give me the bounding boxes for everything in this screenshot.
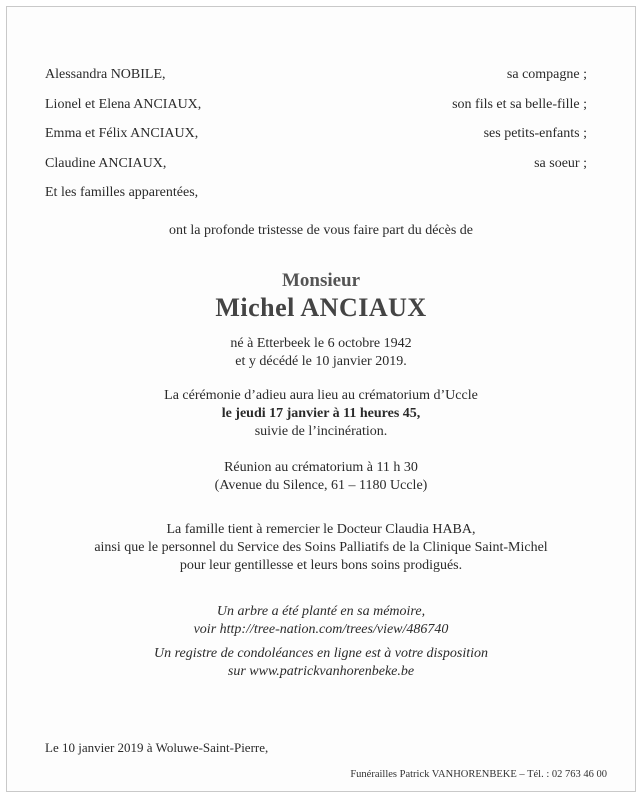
birth-line: né à Etterbeek le 6 octobre 1942 [230, 336, 412, 351]
family-member-relation: sa compagne ; [506, 67, 587, 82]
date-place: Le 10 janvier 2019 à Woluwe-Saint-Pierre, [45, 740, 269, 755]
ceremony-line-1: La cérémonie d’adieu aura lieu au crématorium d’Uccle [164, 388, 478, 403]
family-member-name: Claudine ANCIAUX, [45, 155, 167, 171]
family-member-name: Alessandra NOBILE, [45, 67, 166, 82]
register-line-1: Un registre de condoléances en ligne est à votre disposition [154, 646, 488, 661]
family-row [45, 65, 587, 95]
tree-link: voir http://tree-nation.com/trees/view/486740 [193, 622, 449, 637]
deceased-title: Monsieur [281, 270, 361, 291]
family-row [45, 183, 587, 213]
family-member-name: Lionel et Elena ANCIAUX, [45, 96, 202, 112]
deceased-name: Michel ANCIAUX [215, 293, 427, 322]
meeting-time: Réunion au crématorium à 11 h 30 [224, 460, 418, 475]
family-row [45, 95, 587, 125]
ceremony-line-3: suivie de l’incinération. [254, 424, 388, 439]
meeting-info [7, 459, 635, 495]
meeting-address: (Avenue du Silence, 61 – 1180 Uccle) [214, 478, 428, 493]
ceremony-date: le jeudi 17 janvier à 11 heures 45, [221, 406, 421, 421]
tree-memorial [7, 603, 635, 639]
announcement-intro: ont la profonde tristesse de vous faire part du décès de [168, 223, 473, 238]
obituary-card [6, 6, 636, 792]
family-list [45, 65, 587, 213]
birth-death-info [7, 335, 635, 371]
family-member-name: Et les familles apparentées, [45, 185, 199, 200]
thanks-paragraph [7, 521, 635, 575]
ceremony-info [7, 387, 635, 441]
tree-line-1: Un arbre a été planté en sa mémoire, [216, 604, 426, 619]
thanks-line-3: pour leur gentillesse et leurs bons soins prodigués. [179, 558, 463, 573]
family-member-relation: son fils et sa belle-fille ; [452, 96, 587, 112]
family-member-name: Emma et Félix ANCIAUX, [45, 126, 199, 141]
family-member-relation: ses petits-enfants ; [483, 126, 587, 141]
thanks-line-1: La famille tient à remercier le Docteur Claudia HABA, [166, 522, 476, 537]
death-line: et y décédé le 10 janvier 2019. [235, 354, 407, 369]
register-link: sur www.patrickvanhorenbeke.be [227, 664, 415, 679]
thanks-line-2: ainsi que le personnel du Service des Soins Palliatifs de la Clinique Saint-Michel [94, 540, 548, 555]
condolence-register [7, 645, 635, 681]
family-member-relation: sa soeur ; [534, 155, 587, 171]
family-row [45, 124, 587, 154]
family-row [45, 154, 587, 184]
funeral-home-footer: Funérailles Patrick VANHORENBEKE – Tél. : 02 763 46 00 [350, 769, 607, 780]
